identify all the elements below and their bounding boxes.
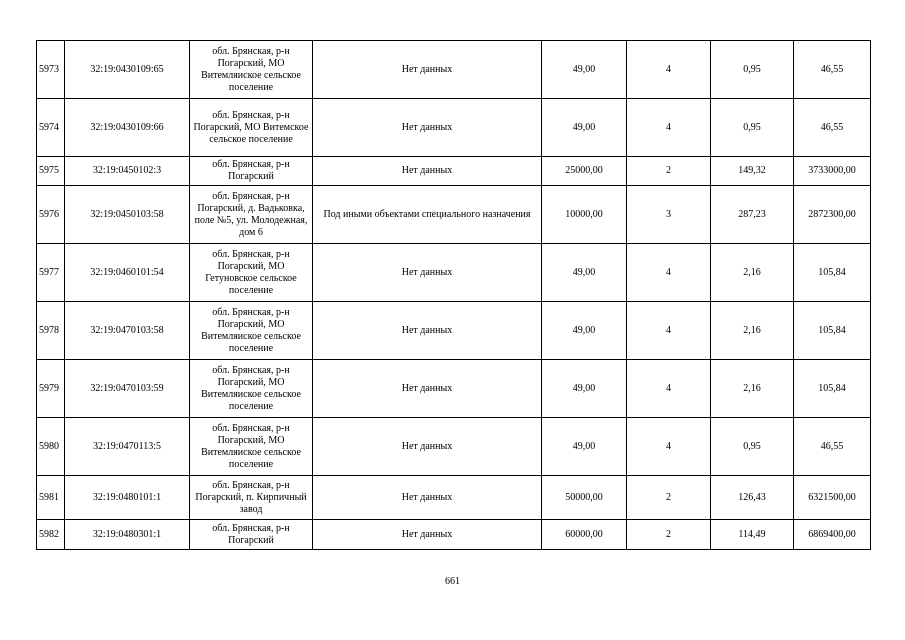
value-cell: 6869400,00 [794,520,871,550]
row-number-cell: 5975 [37,157,65,186]
table-row [37,41,871,99]
value-cell: 3733000,00 [794,157,871,186]
value-cell: 105,84 [794,302,871,360]
purpose-cell: Нет данных [313,302,542,360]
area-cell: 49,00 [542,99,627,157]
cadastral-number-cell: 32:19:0470113:5 [65,418,190,476]
rate-cell: 2,16 [711,244,794,302]
purpose-cell: Нет данных [313,360,542,418]
row-number-cell: 5982 [37,520,65,550]
purpose-cell: Нет данных [313,157,542,186]
address-cell: обл. Брянская, р-н Погарский, МО Витемляиское сельское поселение [190,41,313,99]
table-body [37,41,871,550]
group-cell: 4 [627,41,711,99]
value-cell: 2872300,00 [794,186,871,244]
value-cell: 105,84 [794,360,871,418]
group-cell: 2 [627,520,711,550]
rate-cell: 0,95 [711,418,794,476]
cadastral-table [36,40,871,550]
group-cell: 4 [627,99,711,157]
group-cell: 4 [627,360,711,418]
area-cell: 25000,00 [542,157,627,186]
address-cell: обл. Брянская, р-н Погарский, МО Витемляиское сельское поселение [190,302,313,360]
area-cell: 50000,00 [542,476,627,520]
group-cell: 4 [627,302,711,360]
cadastral-number-cell: 32:19:0430109:65 [65,41,190,99]
table-row [37,186,871,244]
row-number-cell: 5974 [37,99,65,157]
rate-cell: 2,16 [711,360,794,418]
table-row [37,302,871,360]
table-row [37,476,871,520]
row-number-cell: 5973 [37,41,65,99]
value-cell: 46,55 [794,99,871,157]
area-cell: 49,00 [542,360,627,418]
row-number-cell: 5980 [37,418,65,476]
address-cell: обл. Брянская, р-н Погарский, МО Витемское сельское поселение [190,99,313,157]
area-cell: 49,00 [542,302,627,360]
row-number-cell: 5981 [37,476,65,520]
value-cell: 46,55 [794,418,871,476]
address-cell: обл. Брянская, р-н Погарский, д. Вадьковка, поле №5, ул. Молодежная, дом 6 [190,186,313,244]
purpose-cell: Нет данных [313,476,542,520]
address-cell: обл. Брянская, р-н Погарский [190,520,313,550]
cadastral-number-cell: 32:19:0450102:3 [65,157,190,186]
page-number: 661 [445,576,460,587]
table-row [37,418,871,476]
value-cell: 6321500,00 [794,476,871,520]
row-number-cell: 5977 [37,244,65,302]
area-cell: 49,00 [542,418,627,476]
address-cell: обл. Брянская, р-н Погарский, МО Витемляиское сельское поселение [190,360,313,418]
group-cell: 4 [627,418,711,476]
cadastral-number-cell: 32:19:0460101:54 [65,244,190,302]
area-cell: 49,00 [542,244,627,302]
purpose-cell: Под иными объектами специального назначения [313,186,542,244]
address-cell: обл. Брянская, р-н Погарский, п. Кирпичный завод [190,476,313,520]
group-cell: 2 [627,157,711,186]
rate-cell: 114,49 [711,520,794,550]
cadastral-number-cell: 32:19:0430109:66 [65,99,190,157]
table-row [37,520,871,550]
value-cell: 105,84 [794,244,871,302]
rate-cell: 0,95 [711,99,794,157]
row-number-cell: 5979 [37,360,65,418]
value-cell: 46,55 [794,41,871,99]
cadastral-number-cell: 32:19:0470103:58 [65,302,190,360]
table-row [37,99,871,157]
row-number-cell: 5976 [37,186,65,244]
cadastral-number-cell: 32:19:0480301:1 [65,520,190,550]
row-number-cell: 5978 [37,302,65,360]
purpose-cell: Нет данных [313,41,542,99]
table-row [37,244,871,302]
purpose-cell: Нет данных [313,99,542,157]
cadastral-number-cell: 32:19:0450103:58 [65,186,190,244]
area-cell: 60000,00 [542,520,627,550]
table-row [37,360,871,418]
purpose-cell: Нет данных [313,418,542,476]
table-row [37,157,871,186]
group-cell: 4 [627,244,711,302]
group-cell: 2 [627,476,711,520]
address-cell: обл. Брянская, р-н Погарский, МО Гетуновское сельское поселение [190,244,313,302]
purpose-cell: Нет данных [313,244,542,302]
cadastral-number-cell: 32:19:0470103:59 [65,360,190,418]
address-cell: обл. Брянская, р-н Погарский, МО Витемляиское сельское поселение [190,418,313,476]
cadastral-number-cell: 32:19:0480101:1 [65,476,190,520]
area-cell: 49,00 [542,41,627,99]
rate-cell: 126,43 [711,476,794,520]
purpose-cell: Нет данных [313,520,542,550]
rate-cell: 149,32 [711,157,794,186]
rate-cell: 0,95 [711,41,794,99]
group-cell: 3 [627,186,711,244]
rate-cell: 287,23 [711,186,794,244]
area-cell: 10000,00 [542,186,627,244]
rate-cell: 2,16 [711,302,794,360]
address-cell: обл. Брянская, р-н Погарский [190,157,313,186]
